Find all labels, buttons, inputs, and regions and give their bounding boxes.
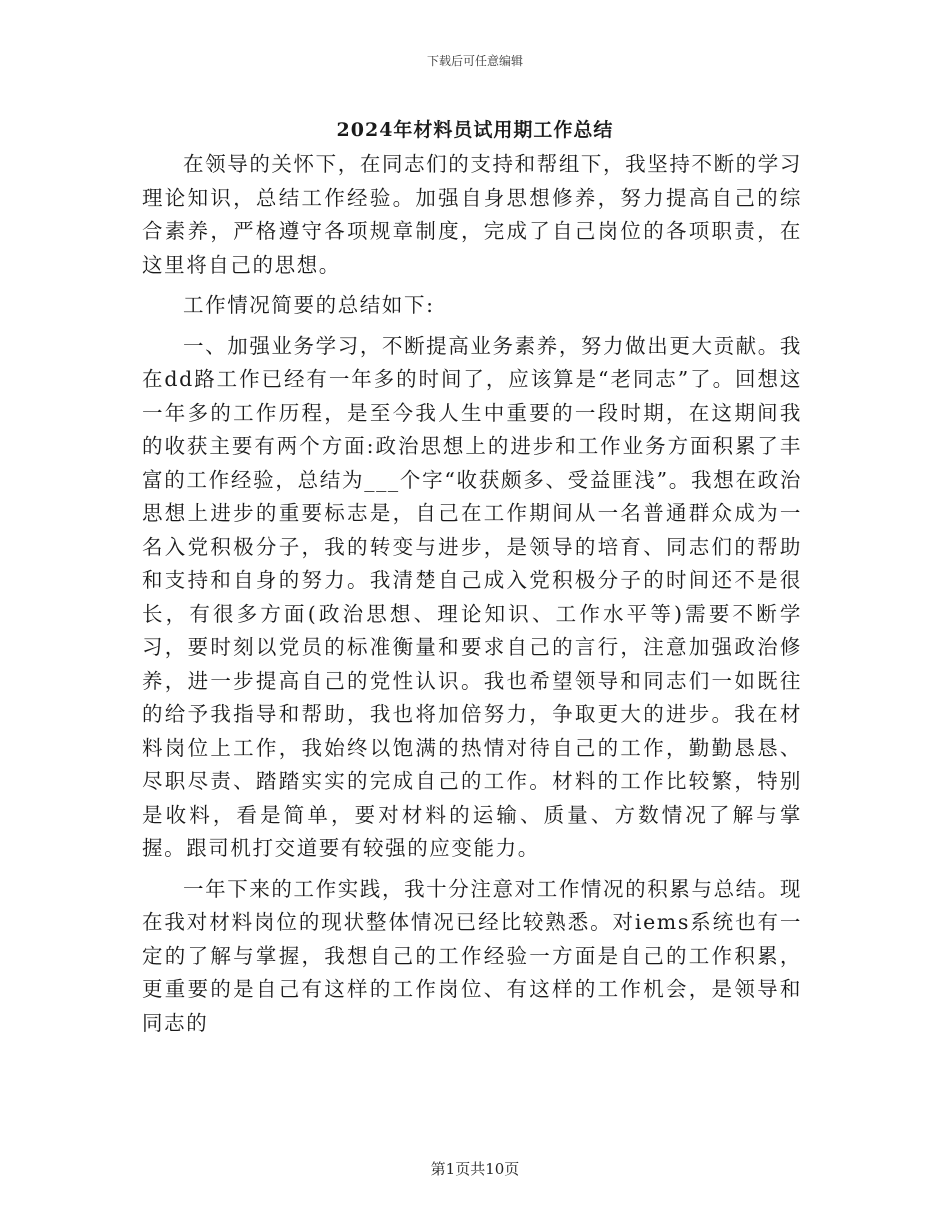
paragraph-intro: 在领导的关怀下，在同志们的支持和帮组下，我坚持不断的学习理论知识，总结工作经验。加强自身思想修养，努力提高自己的综合素养，严格遵守各项规章制度，完成了自己岗位的各项职责，在这里将自己的思想。 xyxy=(142,152,802,277)
paragraph-summary-lead: 工作情况简要的总结如下: xyxy=(183,293,435,317)
page-number-footer: 第1页共10页 xyxy=(430,1160,520,1178)
document-body xyxy=(142,148,802,1047)
document-title: 2024年材料员试用期工作总结 xyxy=(336,119,614,141)
header-note: 下载后可任意编辑 xyxy=(426,54,523,68)
paragraph-work-practice: 一年下来的工作实践，我十分注意对工作情况的积累与总结。现在我对材料岗位的现状整体情况已经比较熟悉。对iems系统也有一定的了解与掌握，我想自己的工作经验一方面是自己的工作积累，更重要的是自己有这样的工作岗位、有这样的工作机会，是领导和同志的 xyxy=(142,876,802,1035)
paragraph-section-one: 一、加强业务学习，不断提高业务素养，努力做出更大贡献。我在dd路工作已经有一年多的时间了，应该算是“老同志”了。回想这一年多的工作历程，是至今我人生中重要的一段时期，在这期间我的收获主要有两个方面:政治思想上的进步和工作业务方面积累了丰富的工作经验，总结为___个字“收获颇多、受益匪浅”。我想在政治思想上进步的重要标志是，自己在工作期间从一名普通群众成为一名入党积极分子，我的转变与进步，是领导的培育、同志们的帮助和支持和自身的努力。我清楚自己成入党积极分子的时间还不是很长，有很多方面(政治思想、理论知识、工作水平等)需要不断学习，要时刻以党员的标准衡量和要求自己的言行，注意加强政治修养，进一步提高自己的党性认识。我也希望领导和同志们一如既往的给予我指导和帮助，我也将加倍努力，争取更大的进步。我在材料岗位上工作，我始终以饱满的热情对待自己的工作，勤勤恳恳、尽职尽责、踏踏实实的完成自己的工作。材料的工作比较繁，特别是收料，看是简单，要对材料的运输、质量、方数情况了解与掌握。跟司机打交道要有较强的应变能力。 xyxy=(142,333,802,860)
